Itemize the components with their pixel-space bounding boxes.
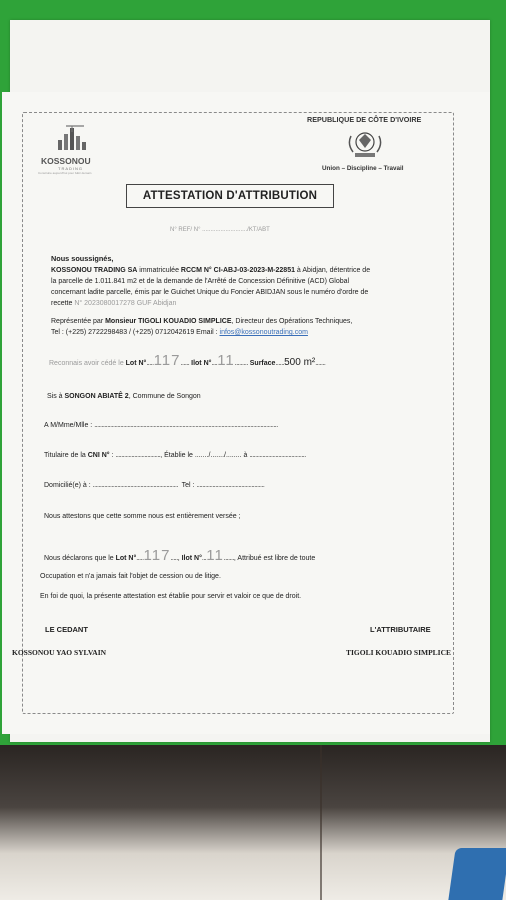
cedant-name: KOSSONOU YAO SYLVAIN: [12, 648, 107, 657]
floor-seam: [320, 745, 322, 900]
cni-field: Titulaire de la CNI N° : ..............................., Établie le ......./......./........ à .......................................: [44, 452, 306, 459]
ilot-number: 11: [217, 352, 235, 369]
contact-line: Tel : (+225) 2722298483 / (+225) 0712042619 Email : infos@kossonoutrading.com: [51, 329, 308, 336]
document-title: ATTESTATION D'ATTRIBUTION: [126, 184, 334, 208]
domicile-field: Domicilié(e) à : ........................................................... Tel : ...............................................: [44, 482, 265, 489]
reference-line: N° REF/ N° .........................../KT/ABT: [170, 227, 270, 233]
intro-line-4: recette N° 2023080017278 GUF Abidjan: [51, 300, 177, 307]
email-link[interactable]: infos@kossonoutrading.com: [219, 329, 308, 336]
floor-background: [0, 745, 506, 900]
company-name: KOSSONOU: [41, 156, 91, 166]
company-tagline: Construire aujourd'hui pour bâtir demain: [38, 171, 92, 175]
intro-line-1: KOSSONOU TRADING SA immatriculée RCCM N° CI-ABJ-03-2023-M-22851 à Abidjan, détentrice de: [51, 267, 371, 274]
recipient-field: A M/Mme/Mlle : ...............................................................................................................................: [44, 422, 278, 429]
intro-line-3: concernant ladite parcelle, émis par le Guichet Unique du Foncier ABIDJAN sous le numéro d'ordre de: [51, 289, 369, 296]
national-motto: Union – Discipline – Travail: [322, 165, 404, 172]
lot-line: Reconnais avoir cédé le Lot N°.....117...... Ilot N°....11......... Surface......500 m².......: [49, 352, 326, 369]
attributaire-label: L'ATTRIBUTAIRE: [370, 625, 431, 634]
intro-line-2: la parcelle de 1.011.841 m2 et de la demande de l'Arrêté de Concession Définitive (ACD) Global: [51, 278, 350, 285]
lot-number: 117: [153, 352, 181, 369]
declaration-ilot-number: 11: [206, 547, 224, 564]
surface-value: 500 m²: [284, 357, 316, 368]
company-logo-icon: [44, 122, 100, 160]
declaration-line: Nous déclarons que le Lot N°.....117....., Ilot N°...11......., Attribué est libre de toute: [44, 547, 316, 564]
republic-title: REPUBLIQUE DE CÔTE D'IVOIRE: [307, 115, 422, 124]
location-line: Sis à SONGON ABIATÊ 2, Commune de Songon: [47, 393, 201, 400]
blue-object: [448, 848, 506, 900]
coat-of-arms-icon: [345, 126, 385, 160]
representative-line: Représentée par Monsieur TIGOLI KOUADIO SIMPLICE, Directeur des Opérations Techniques,: [51, 318, 353, 325]
attributaire-name: TIGOLI KOUADIO SIMPLICE: [346, 648, 452, 657]
closing-statement: En foi de quoi, la présente attestation est établie pour servir et valoir ce que de droit.: [40, 593, 302, 600]
declaration-lot-number: 117: [143, 547, 171, 564]
company-sub: TRADING: [58, 166, 83, 171]
intro-nous: Nous soussignés,: [51, 254, 114, 263]
cedant-label: LE CEDANT: [45, 625, 88, 634]
declaration-line-2: Occupation et n'a jamais fait l'objet de cession ou de litige.: [40, 573, 221, 580]
payment-statement: Nous attestons que cette somme nous est entièrement versée ;: [44, 513, 241, 520]
